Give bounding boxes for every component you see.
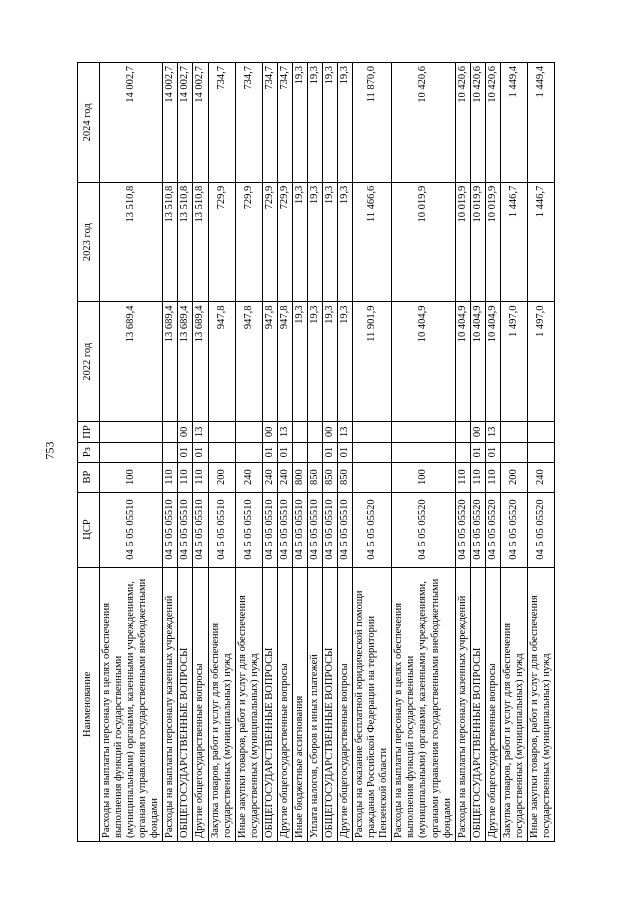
- row-rz: 01: [262, 442, 277, 462]
- row-vr: 200: [500, 462, 527, 492]
- row-vr: 850: [323, 462, 338, 492]
- row-rz: [500, 442, 527, 462]
- row-2024: 19,3: [307, 63, 322, 183]
- row-2022: 1 497,0: [500, 302, 527, 422]
- row-vr: 240: [527, 462, 554, 492]
- row-csr: 04 5 05 05510: [193, 492, 208, 567]
- row-vr: 100: [100, 462, 163, 492]
- row-rz: 01: [470, 442, 485, 462]
- row-csr: 04 5 05 05510: [178, 492, 193, 567]
- row-name: Закупка товаров, работ и услуг для обеспечения государственных (муниципальных) нужд: [208, 567, 235, 841]
- row-name: Другие общегосударственные вопросы: [485, 567, 500, 841]
- table-row: [100, 63, 163, 842]
- row-2023: 10 019,9: [485, 182, 500, 302]
- row-vr: 100: [392, 462, 455, 492]
- row-2023: 10 019,9: [470, 182, 485, 302]
- row-name: Уплата налогов, сборов и иных платежей: [307, 567, 322, 841]
- row-2024: 1 449,4: [500, 63, 527, 183]
- header-2022: 2022 год: [78, 302, 100, 422]
- row-name: Расходы на выплаты персоналу в целях обеспечения выполнения функций государственными (муниципальными) органами, казенными учреждениями, органами управления государственными внебюджетными фондами: [100, 567, 163, 841]
- row-pr: [208, 422, 235, 442]
- row-2022: 19,3: [338, 302, 353, 422]
- row-csr: 04 5 05 05510: [307, 492, 322, 567]
- table-row: [262, 63, 277, 842]
- row-pr: [235, 422, 262, 442]
- row-rz: [307, 442, 322, 462]
- row-2023: 13 510,8: [193, 182, 208, 302]
- row-name: ОБЩЕГОСУДАРСТВЕННЫЕ ВОПРОСЫ: [262, 567, 277, 841]
- row-2023: 13 510,8: [178, 182, 193, 302]
- row-vr: 110: [178, 462, 193, 492]
- row-2023: 19,3: [323, 182, 338, 302]
- row-name: Расходы на выплаты персоналу казенных учреждений: [163, 567, 178, 841]
- header-name: Наименование: [78, 567, 100, 841]
- row-2022: 947,8: [208, 302, 235, 422]
- table-row: [178, 63, 193, 842]
- row-csr: 04 5 05 05510: [292, 492, 307, 567]
- row-csr: 04 5 05 05510: [323, 492, 338, 567]
- row-rz: [292, 442, 307, 462]
- row-csr: 04 5 05 05510: [163, 492, 178, 567]
- row-2024: 1 449,4: [527, 63, 554, 183]
- row-rz: [100, 442, 163, 462]
- row-pr: [500, 422, 527, 442]
- row-rz: [527, 442, 554, 462]
- row-2024: 734,7: [235, 63, 262, 183]
- table-row: [163, 63, 178, 842]
- table-row: [527, 63, 554, 842]
- row-2022: 947,8: [235, 302, 262, 422]
- row-2024: 10 420,6: [392, 63, 455, 183]
- row-2022: 19,3: [292, 302, 307, 422]
- row-2024: 14 002,7: [100, 63, 163, 183]
- row-vr: [353, 462, 392, 492]
- row-csr: 04 5 05 05510: [235, 492, 262, 567]
- row-name: Расходы на оказание бесплатной юридической помощи гражданам Российской Федерации на территории Пензенской области: [353, 567, 392, 841]
- row-name: Расходы на выплаты персоналу казенных учреждений: [455, 567, 470, 841]
- row-csr: 04 5 05 05510: [208, 492, 235, 567]
- row-vr: 850: [338, 462, 353, 492]
- row-2022: 13 689,4: [178, 302, 193, 422]
- table-row: [353, 63, 392, 842]
- header-pr: ПР: [78, 422, 100, 442]
- row-vr: 200: [208, 462, 235, 492]
- row-rz: [163, 442, 178, 462]
- budget-table-container: [77, 62, 563, 842]
- row-2022: 19,3: [307, 302, 322, 422]
- row-2023: 729,9: [235, 182, 262, 302]
- row-pr: [527, 422, 554, 442]
- row-vr: 110: [193, 462, 208, 492]
- table-row: [235, 63, 262, 842]
- row-vr: 850: [307, 462, 322, 492]
- table-row: [485, 63, 500, 842]
- table-row: [455, 63, 470, 842]
- row-csr: 04 5 05 05520: [353, 492, 392, 567]
- row-2022: 13 689,4: [163, 302, 178, 422]
- row-pr: 00: [178, 422, 193, 442]
- row-2024: 734,7: [277, 63, 292, 183]
- row-csr: 04 5 05 05520: [500, 492, 527, 567]
- row-2023: 11 466,6: [353, 182, 392, 302]
- row-2024: 19,3: [292, 63, 307, 183]
- row-rz: 01: [338, 442, 353, 462]
- row-name: ОБЩЕГОСУДАРСТВЕННЫЕ ВОПРОСЫ: [323, 567, 338, 841]
- row-pr: 13: [193, 422, 208, 442]
- row-pr: [100, 422, 163, 442]
- row-csr: 04 5 05 05510: [262, 492, 277, 567]
- row-2022: 13 689,4: [100, 302, 163, 422]
- row-name: ОБЩЕГОСУДАРСТВЕННЫЕ ВОПРОСЫ: [178, 567, 193, 841]
- table-row: [307, 63, 322, 842]
- row-2022: 19,3: [323, 302, 338, 422]
- header-csr: ЦСР: [78, 492, 100, 567]
- row-vr: 110: [470, 462, 485, 492]
- row-rz: [235, 442, 262, 462]
- row-2023: 1 446,7: [527, 182, 554, 302]
- row-name: ОБЩЕГОСУДАРСТВЕННЫЕ ВОПРОСЫ: [470, 567, 485, 841]
- row-2024: 734,7: [208, 63, 235, 183]
- row-2024: 14 002,7: [193, 63, 208, 183]
- row-2023: 19,3: [307, 182, 322, 302]
- row-pr: 13: [338, 422, 353, 442]
- row-vr: 240: [262, 462, 277, 492]
- header-rz: Рз: [78, 442, 100, 462]
- row-rz: 01: [193, 442, 208, 462]
- table-row: [392, 63, 455, 842]
- row-pr: [163, 422, 178, 442]
- row-pr: [392, 422, 455, 442]
- row-2022: 10 404,9: [470, 302, 485, 422]
- row-csr: 04 5 05 05510: [277, 492, 292, 567]
- row-2023: 1 446,7: [500, 182, 527, 302]
- table-row: [208, 63, 235, 842]
- header-2024: 2024 год: [78, 63, 100, 183]
- row-2023: 13 510,8: [163, 182, 178, 302]
- table-row: [500, 63, 527, 842]
- row-2023: 10 019,9: [455, 182, 470, 302]
- row-2023: 729,9: [277, 182, 292, 302]
- row-name: Иные бюджетные ассигнования: [292, 567, 307, 841]
- row-2024: 14 002,7: [163, 63, 178, 183]
- row-2024: 734,7: [262, 63, 277, 183]
- row-2022: 1 497,0: [527, 302, 554, 422]
- row-2023: 729,9: [262, 182, 277, 302]
- row-vr: 240: [235, 462, 262, 492]
- row-rz: 01: [485, 442, 500, 462]
- row-csr: 04 5 05 05520: [485, 492, 500, 567]
- row-2023: 13 510,8: [100, 182, 163, 302]
- row-rz: [353, 442, 392, 462]
- row-2022: 947,8: [277, 302, 292, 422]
- row-2024: 10 420,6: [455, 63, 470, 183]
- row-name: Закупка товаров, работ и услуг для обеспечения государственных (муниципальных) нужд: [500, 567, 527, 841]
- row-csr: 04 5 05 05510: [100, 492, 163, 567]
- row-pr: 00: [262, 422, 277, 442]
- row-2023: 10 019,9: [392, 182, 455, 302]
- row-vr: 110: [163, 462, 178, 492]
- table-row: [292, 63, 307, 842]
- budget-table: [77, 62, 555, 842]
- row-rz: 01: [277, 442, 292, 462]
- row-name: Иные закупки товаров, работ и услуг для обеспечения государственных (муниципальных) нужд: [235, 567, 262, 841]
- row-rz: [208, 442, 235, 462]
- row-pr: [307, 422, 322, 442]
- row-2024: 19,3: [323, 63, 338, 183]
- row-csr: 04 5 05 05510: [338, 492, 353, 567]
- table-header-row: [78, 63, 100, 842]
- row-name: Другие общегосударственные вопросы: [277, 567, 292, 841]
- row-2024: 10 420,6: [470, 63, 485, 183]
- row-csr: 04 5 05 05520: [392, 492, 455, 567]
- row-2022: 10 404,9: [392, 302, 455, 422]
- row-pr: 13: [277, 422, 292, 442]
- page-number: 753: [42, 441, 57, 460]
- row-2024: 11 870,0: [353, 63, 392, 183]
- row-rz: [455, 442, 470, 462]
- row-vr: 240: [277, 462, 292, 492]
- row-2024: 10 420,6: [485, 63, 500, 183]
- row-name: Иные закупки товаров, работ и услуг для обеспечения государственных (муниципальных) нужд: [527, 567, 554, 841]
- row-vr: 800: [292, 462, 307, 492]
- row-csr: 04 5 05 05520: [470, 492, 485, 567]
- row-rz: 01: [178, 442, 193, 462]
- row-pr: 00: [470, 422, 485, 442]
- row-2022: 947,8: [262, 302, 277, 422]
- row-2023: 729,9: [208, 182, 235, 302]
- row-2023: 19,3: [292, 182, 307, 302]
- table-row: [277, 63, 292, 842]
- row-2024: 19,3: [338, 63, 353, 183]
- row-vr: 110: [455, 462, 470, 492]
- row-csr: 04 5 05 05520: [455, 492, 470, 567]
- table-row: [338, 63, 353, 842]
- header-vr: ВР: [78, 462, 100, 492]
- row-csr: 04 5 05 05520: [527, 492, 554, 567]
- table-row: [470, 63, 485, 842]
- row-name: Другие общегосударственные вопросы: [193, 567, 208, 841]
- row-2022: 13 689,4: [193, 302, 208, 422]
- table-row: [193, 63, 208, 842]
- row-vr: 110: [485, 462, 500, 492]
- row-name: Расходы на выплаты персоналу в целях обеспечения выполнения функций государственными (муниципальными) органами, казенными учреждениями, органами управления государственными внебюджетными фондами: [392, 567, 455, 841]
- row-rz: 01: [323, 442, 338, 462]
- row-2024: 14 002,7: [178, 63, 193, 183]
- row-pr: 13: [485, 422, 500, 442]
- table-row: [323, 63, 338, 842]
- row-2022: 10 404,9: [485, 302, 500, 422]
- row-pr: [353, 422, 392, 442]
- row-2022: 11 901,9: [353, 302, 392, 422]
- row-2023: 19,3: [338, 182, 353, 302]
- row-pr: 00: [323, 422, 338, 442]
- row-name: Другие общегосударственные вопросы: [338, 567, 353, 841]
- row-pr: [455, 422, 470, 442]
- row-rz: [392, 442, 455, 462]
- header-2023: 2023 год: [78, 182, 100, 302]
- row-2022: 10 404,9: [455, 302, 470, 422]
- row-pr: [292, 422, 307, 442]
